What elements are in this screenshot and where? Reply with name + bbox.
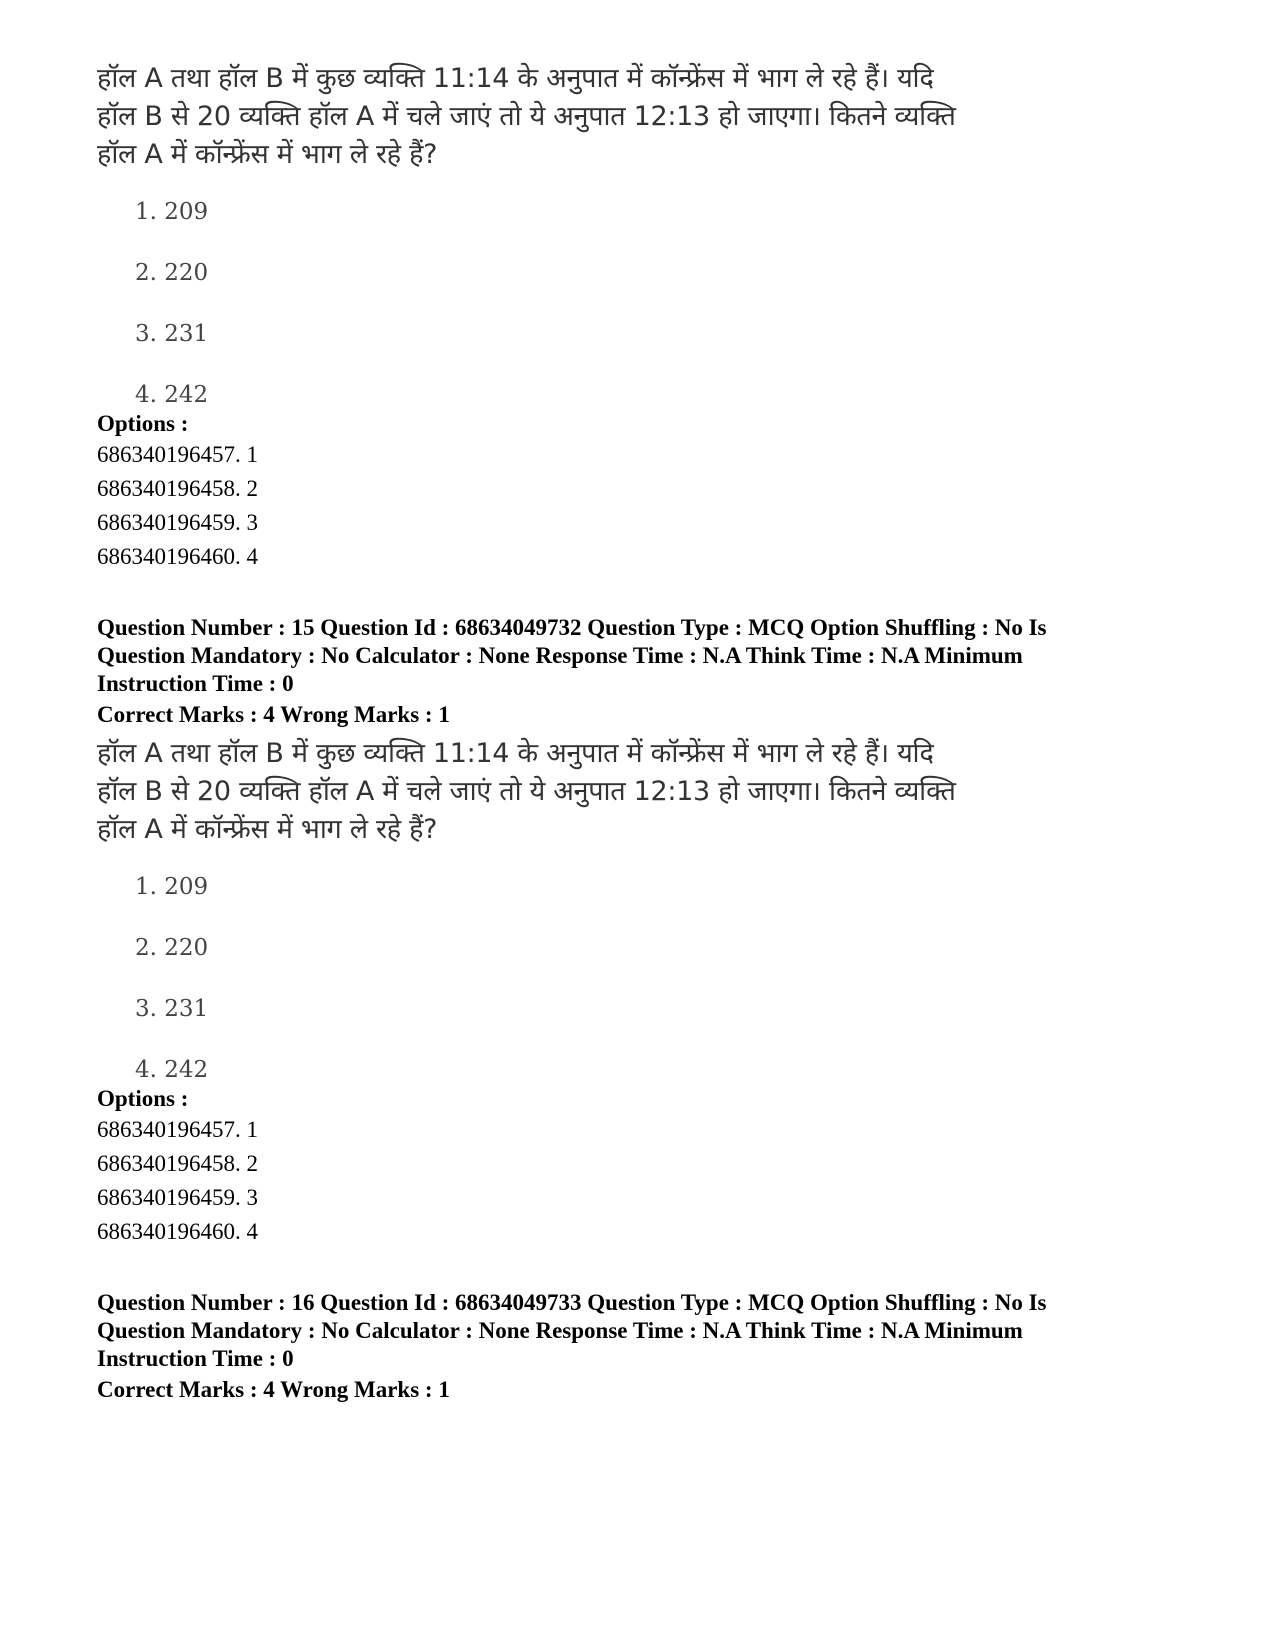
options-list xyxy=(97,1113,1197,1249)
option-row: 686340196460. 4 xyxy=(97,1219,258,1244)
option-row: 686340196460. 4 xyxy=(97,544,258,569)
option-row: 686340196459. 3 xyxy=(97,1185,258,1210)
options-label: Options : xyxy=(97,1086,189,1111)
option-row: 686340196459. 3 xyxy=(97,510,258,535)
meta-line: Question Mandatory : No Calculator : None Response Time : N.A Think Time : N.A Minimum xyxy=(97,1318,1023,1343)
meta-line: Question Number : 16 Question Id : 68634049733 Question Type : MCQ Option Shuffling : No Is xyxy=(97,1290,1047,1315)
choice-4: 4. 242 xyxy=(135,1057,209,1083)
options-label: Options : xyxy=(97,411,189,436)
meta-line: Instruction Time : 0 xyxy=(97,1346,294,1371)
question-text-image xyxy=(97,60,977,174)
meta-line: Question Number : 15 Question Id : 68634049732 Question Type : MCQ Option Shuffling : No Is xyxy=(97,615,1047,640)
choice-1: 1. 209 xyxy=(135,874,209,900)
choice-1: 1. 209 xyxy=(135,199,209,225)
question-15-marks: Correct Marks : 4 Wrong Marks : 1 xyxy=(97,702,450,727)
choice-4: 4. 242 xyxy=(135,382,209,408)
question-line: हॉल B से 20 व्यक्ति हॉल A में चले जाएं तो ये अनुपात 12:13 हो जाएगा। कितने व्यक्ति xyxy=(97,101,956,132)
question-line: हॉल A तथा हॉल B में कुछ व्यक्ति 11:14 के अनुपात में कॉन्फ्रेंस में भाग ले रहे हैं। यदि xyxy=(97,738,934,769)
options-list xyxy=(97,438,1197,574)
question-line: हॉल A में कॉन्फ्रेंस में भाग ले रहे हैं? xyxy=(97,814,438,845)
choice-2: 2. 220 xyxy=(135,260,209,286)
choice-3: 3. 231 xyxy=(135,321,209,347)
meta-line: Question Mandatory : No Calculator : None Response Time : N.A Think Time : N.A Minimum xyxy=(97,643,1023,668)
choice-3: 3. 231 xyxy=(135,996,209,1022)
question-16-marks: Correct Marks : 4 Wrong Marks : 1 xyxy=(97,1377,450,1402)
option-row: 686340196457. 1 xyxy=(97,1117,258,1142)
choice-2: 2. 220 xyxy=(135,935,209,961)
question-line: हॉल A तथा हॉल B में कुछ व्यक्ति 11:14 के अनुपात में कॉन्फ्रेंस में भाग ले रहे हैं। यदि xyxy=(97,63,934,94)
option-row: 686340196458. 2 xyxy=(97,1151,258,1176)
option-row: 686340196458. 2 xyxy=(97,476,258,501)
option-row: 686340196457. 1 xyxy=(97,442,258,467)
question-15-meta xyxy=(97,614,1197,698)
question-line: हॉल A में कॉन्फ्रेंस में भाग ले रहे हैं? xyxy=(97,139,438,170)
meta-line: Instruction Time : 0 xyxy=(97,671,294,696)
question-line: हॉल B से 20 व्यक्ति हॉल A में चले जाएं तो ये अनुपात 12:13 हो जाएगा। कितने व्यक्ति xyxy=(97,776,956,807)
question-15-text-image xyxy=(97,735,977,849)
question-16-meta xyxy=(97,1289,1197,1373)
